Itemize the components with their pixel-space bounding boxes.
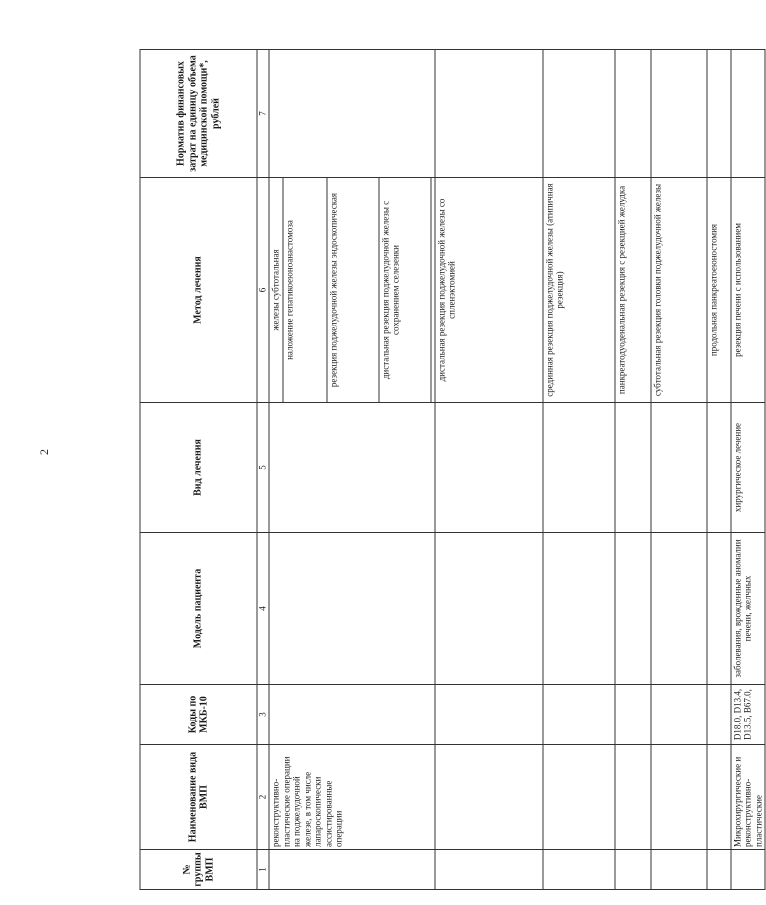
header-mkb-codes: Коды по МКБ-10 bbox=[140, 685, 257, 745]
column-number: 2 bbox=[257, 745, 269, 850]
treatment-type-cell: хирургическое лечение bbox=[731, 403, 766, 533]
patient-model-cell bbox=[543, 533, 615, 685]
patient-model-cell: заболевания, врожденные аномалии печени, желчных bbox=[731, 533, 766, 685]
column-number: 6 bbox=[257, 178, 269, 403]
cost-norm-cell bbox=[615, 50, 651, 178]
mkb-codes-cell bbox=[269, 685, 435, 745]
mkb-codes-cell: D18.0, D13.4, D13.5, B67.0, bbox=[731, 685, 766, 745]
mkb-codes-cell bbox=[615, 685, 651, 745]
patient-model-cell bbox=[269, 533, 435, 685]
cost-norm-cell bbox=[651, 50, 707, 178]
treatment-type-cell bbox=[707, 403, 731, 533]
column-number: 4 bbox=[257, 533, 269, 685]
treatment-type-cell bbox=[543, 403, 615, 533]
header-patient-model: Модель пациента bbox=[140, 533, 257, 685]
method-cell: продольная панкреатоеюностомия bbox=[707, 178, 731, 403]
header-treatment-type: Вид лечения bbox=[140, 403, 257, 533]
group-no-cell bbox=[731, 850, 766, 890]
method-cell: дистальная резекция поджелудочной железы со спленэктомией bbox=[435, 178, 543, 403]
method-cell: резекция поджелудочной железы эндоскопическая bbox=[327, 178, 379, 403]
method-cell: срединная резекция поджелудочной железы (атипичная резекция) bbox=[543, 178, 615, 403]
vmp-name-cell bbox=[435, 745, 543, 850]
cost-norm-cell bbox=[435, 50, 543, 178]
column-number: 3 bbox=[257, 685, 269, 745]
patient-model-cell bbox=[651, 533, 707, 685]
vmp-table bbox=[140, 49, 766, 890]
cost-norm-cell bbox=[269, 50, 435, 178]
vmp-name-cell: Микрохирургические и реконструктивно-пластические bbox=[731, 745, 766, 850]
treatment-type-cell bbox=[269, 403, 435, 533]
method-cell: субтотальная резекция головки поджелудочной железы bbox=[651, 178, 707, 403]
header-vmp-name: Наименование вида ВМП bbox=[140, 745, 257, 850]
cost-norm-cell bbox=[543, 50, 615, 178]
vmp-name-cell bbox=[543, 745, 615, 850]
column-number: 1 bbox=[257, 850, 269, 890]
mkb-codes-cell bbox=[707, 685, 731, 745]
patient-model-cell bbox=[435, 533, 543, 685]
patient-model-cell bbox=[615, 533, 651, 685]
vmp-name-cell bbox=[615, 745, 651, 850]
patient-model-cell bbox=[707, 533, 731, 685]
group-no-cell bbox=[269, 850, 435, 890]
group-no-cell bbox=[651, 850, 707, 890]
group-no-cell bbox=[543, 850, 615, 890]
treatment-type-cell bbox=[435, 403, 543, 533]
vmp-name-cell bbox=[651, 745, 707, 850]
vmp-name-cell bbox=[707, 745, 731, 850]
page-number: 2 bbox=[37, 449, 51, 455]
cost-norm-cell bbox=[707, 50, 731, 178]
header-group-no: № группы ВМП bbox=[140, 850, 257, 890]
group-no-cell bbox=[435, 850, 543, 890]
mkb-codes-cell bbox=[543, 685, 615, 745]
cost-norm-cell bbox=[731, 50, 766, 178]
method-cell: резекция печени с использованием bbox=[731, 178, 766, 403]
header-cost-norm: Норматив финансовых затрат на единицу объема медицинской помощи*, рублей bbox=[140, 50, 257, 178]
mkb-codes-cell bbox=[435, 685, 543, 745]
column-number: 5 bbox=[257, 403, 269, 533]
header-treatment-method: Метод лечения bbox=[140, 178, 257, 403]
vmp-name-cell: реконструктивно-пластические операции на поджелудочной железе, в том числе лапароскопически ассистированные операции bbox=[269, 745, 435, 850]
vmp-table-rotated bbox=[140, 50, 763, 890]
treatment-type-cell bbox=[615, 403, 651, 533]
column-number: 7 bbox=[257, 50, 269, 178]
group-no-cell bbox=[707, 850, 731, 890]
treatment-type-cell bbox=[651, 403, 707, 533]
mkb-codes-cell bbox=[651, 685, 707, 745]
method-cell: панкреатодуоденальная резекция с резекцией желудка bbox=[615, 178, 651, 403]
method-cell: железы субтотальная bbox=[269, 178, 283, 403]
method-cell: наложение гепатикоеюноанастомоза bbox=[283, 178, 327, 403]
method-cell: дистальная резекция поджелудочной железы с сохранением селезенки bbox=[379, 178, 431, 403]
group-no-cell bbox=[615, 850, 651, 890]
